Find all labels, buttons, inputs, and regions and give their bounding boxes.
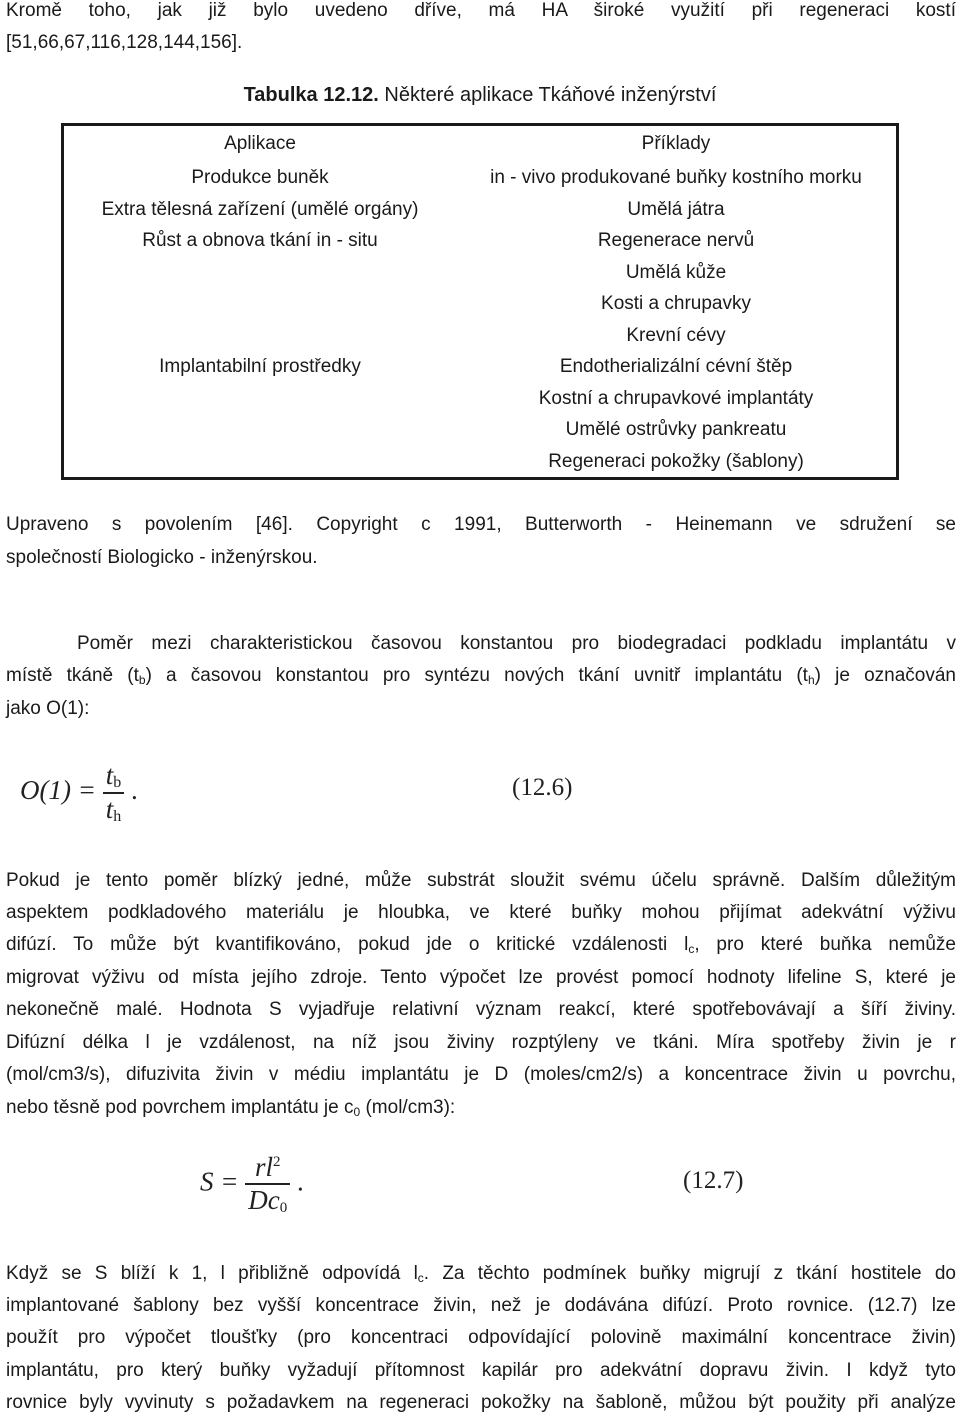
- subscript: b: [138, 673, 146, 687]
- paragraph-line: [6, 664, 956, 692]
- text-span: (mol/cm3):: [360, 1097, 456, 1118]
- paragraph-line: jako O(1):: [6, 698, 90, 719]
- intro-line: [51,66,67,116,128,144,156].: [6, 32, 243, 53]
- table-cell: Krevní cévy: [626, 324, 726, 346]
- paragraph-line: implantované šablony bez vyšší koncentrace živin, než je dodávána difúzí. Proto rovnice. (12.7) lze: [6, 1295, 956, 1316]
- table-cell: [64, 446, 456, 478]
- table-cell: Růst a obnova tkání in - situ: [142, 230, 378, 251]
- numerator-sub: b: [113, 774, 122, 791]
- table-header-row: [63, 125, 898, 163]
- equation-dot: .: [130, 775, 138, 806]
- equation-12-6: [20, 760, 138, 826]
- applications-column: [63, 162, 457, 479]
- paragraph-line: rovnice byly vyvinuty s požadavkem na regeneraci pokožky na šabloně, můžou být použity při analýze: [6, 1392, 956, 1413]
- text-span: nebo těsně pod povrchem implantátu je c: [6, 1097, 354, 1118]
- table-caption: [0, 84, 960, 107]
- equation-lhs: O(1) =: [20, 775, 96, 806]
- subscript: h: [807, 673, 815, 687]
- paragraph-line: Poměr mezi charakteristickou časovou konstantou pro biodegradaci podkladu implantátu v: [77, 633, 956, 654]
- table-cell: Regeneraci pokožky (šablony): [548, 450, 804, 472]
- paragraph-line: (mol/cm3/s), difuzivita živin v médiu implantátu je D (moles/cm2/s) a koncentrace živin u povrchu,: [6, 1064, 956, 1085]
- column-header: Příklady: [641, 133, 711, 154]
- text-span: . Za těchto podmínek buňky migrují z tkání hostitele do: [423, 1263, 956, 1284]
- table-cell: [64, 383, 456, 415]
- paragraph-line: [6, 933, 956, 961]
- table-cell: Kostní a chrupavkové implantáty: [538, 387, 814, 409]
- table-cell: Umělá játra: [627, 198, 725, 220]
- table-cell: in - vivo produkované buňky kostního morku: [490, 167, 862, 188]
- equation-12-7: [200, 1152, 304, 1217]
- text-span: místě tkáně (t: [6, 665, 139, 686]
- table-cell: Kosti a chrupavky: [601, 293, 751, 314]
- table-cell: [64, 288, 456, 320]
- equation-lhs: S =: [200, 1166, 239, 1197]
- equation-dot: .: [296, 1166, 304, 1197]
- text-span: difúzí. To může být kvantifikováno, pokud jde o kritické vzdálenosti l: [6, 934, 689, 955]
- numerator-var: rl: [254, 1152, 273, 1182]
- text-span: , pro které buňka nemůže: [694, 934, 956, 955]
- fraction-numerator: [103, 760, 125, 794]
- text-span: ) je označován: [814, 665, 956, 686]
- table-caption-label: Tabulka 12.12.: [243, 84, 379, 106]
- table-cell: Umělá kůže: [625, 261, 727, 283]
- table-cell: Umělé ostrůvky pankreatu: [565, 419, 787, 440]
- applications-table: [61, 123, 899, 480]
- examples-column: [456, 162, 898, 479]
- fraction-numerator: [245, 1152, 290, 1185]
- denominator-sub: h: [113, 808, 122, 825]
- table-row: [63, 162, 898, 479]
- denominator-var: t: [105, 794, 114, 824]
- paragraph-line: aspektem podkladového materiálu je hloubka, ve které buňky mohou přijímat adekvátní výživu: [6, 902, 956, 923]
- equation-number: (12.6): [512, 774, 573, 801]
- subscript: c: [688, 942, 695, 956]
- denominator-sub: 0: [279, 1200, 288, 1216]
- text-span: Když se S blíží k 1, l přibližně odpovídá l: [6, 1263, 418, 1284]
- paragraph-line: [6, 1262, 956, 1290]
- subscript: 0: [353, 1105, 361, 1119]
- column-header: Aplikace: [224, 133, 296, 154]
- source-note-line: Upraveno s povolením [46]. Copyright c 1991, Butterworth - Heinemann ve sdružení se: [6, 514, 956, 535]
- equation-number: (12.7): [683, 1167, 744, 1194]
- fraction-denominator: [245, 1185, 290, 1217]
- table-cell: [64, 414, 456, 446]
- table-cell: Endotherializální cévní štěp: [559, 356, 793, 377]
- denominator-var: Dc: [248, 1185, 280, 1215]
- fraction-denominator: [103, 794, 125, 826]
- equation-fraction: [245, 1152, 290, 1217]
- table-caption-text: Některé aplikace Tkáňové inženýrství: [378, 84, 717, 106]
- table-cell: Regenerace nervů: [597, 230, 755, 251]
- paragraph-line: Difúzní délka l je vzdálenost, na níž jsou živiny rozptýleny ve tkáni. Míra spotřeby živin je r: [6, 1032, 956, 1053]
- source-note-line: společností Biologicko - inženýrskou.: [6, 547, 318, 568]
- subscript: c: [417, 1271, 424, 1285]
- numerator-sup: 2: [272, 1154, 281, 1170]
- paragraph-line: použít pro výpočet tloušťky (pro koncentraci odpovídající polovině maximální koncentrace živin): [6, 1327, 956, 1348]
- equation-fraction: [103, 760, 125, 826]
- table-cell: Produkce buněk: [191, 167, 329, 188]
- paragraph-line: nekonečně malé. Hodnota S vyjadřuje relativní význam reakcí, které spotřebovávají a šíří živiny.: [6, 999, 956, 1020]
- table-cell: [64, 257, 456, 289]
- paragraph-line: Pokud je tento poměr blízký jedné, může substrát sloužit svému účelu správně. Dalším důležitým: [6, 870, 956, 891]
- table-cell: Extra tělesná zařízení (umělé orgány): [101, 198, 419, 220]
- text-span: ) a časovou konstantou pro syntézu nových tkání uvnitř implantátu (t: [145, 665, 808, 686]
- paragraph-line: implantátu, pro který buňky vyžadují přítomnost kapilár pro adekvátní dopravu živin. I když tyto: [6, 1360, 956, 1381]
- intro-line: Kromě toho, jak již bylo uvedeno dříve, má HA široké využití při regeneraci kostí: [6, 0, 956, 21]
- table-cell: [64, 320, 456, 352]
- paragraph-line: migrovat výživu od místa jejího zdroje. Tento výpočet lze provést pomocí hodnoty lifeline S, které je: [6, 967, 956, 988]
- table-cell: Implantabilní prostředky: [159, 356, 361, 377]
- numerator-var: t: [105, 760, 114, 790]
- paragraph-line: [6, 1096, 956, 1124]
